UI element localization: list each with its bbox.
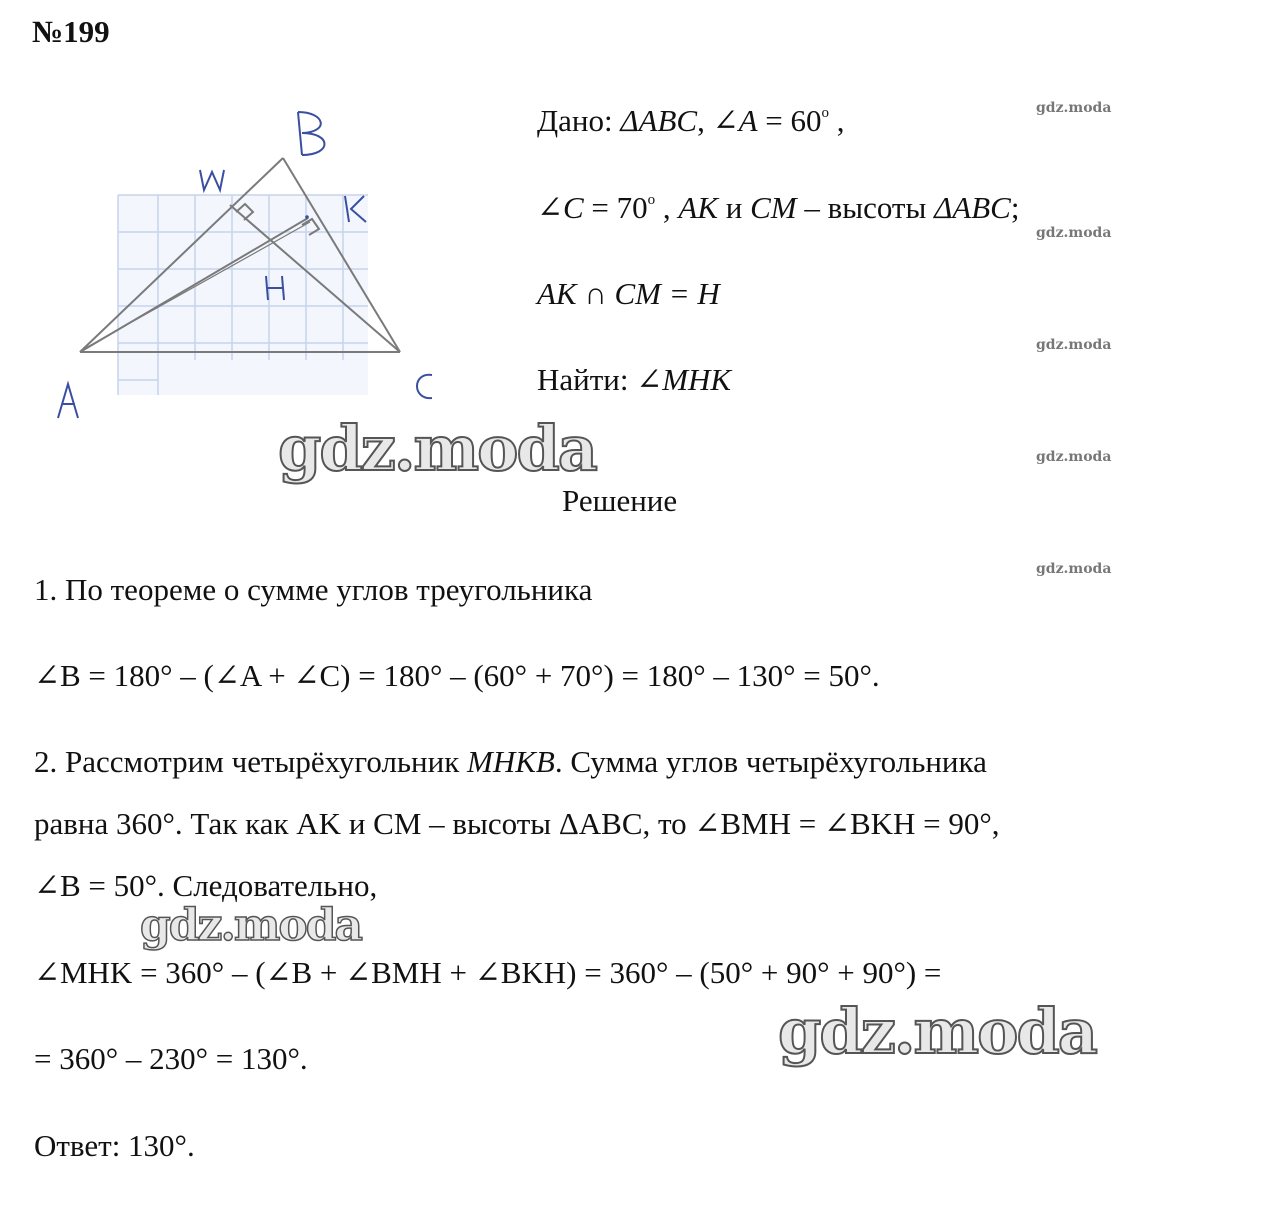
- step-2-line-3: ∠B = 50°. Следовательно,: [34, 868, 378, 903]
- problem-number: №199: [32, 14, 110, 49]
- grid-paper: [118, 195, 368, 395]
- solution-title: Решение: [562, 483, 678, 518]
- step-2-line-4: ∠MHK = 360° – (∠B + ∠BMH + ∠BKH) = 360° – (50° + 90° + 90°) =: [34, 955, 942, 990]
- given-triangle: ΔABC: [934, 190, 1011, 225]
- given-line-1: [537, 103, 845, 139]
- step-1-line-2: ∠B = 180° – (∠A + ∠C) = 180° – (60° + 70°) = 180° – 130° = 50°.: [34, 658, 880, 693]
- watermark-small: gdz.moda: [1036, 100, 1112, 116]
- angle-c-value: = 70: [583, 190, 648, 225]
- watermark-small: gdz.moda: [1036, 225, 1112, 241]
- given-label: Дано:: [537, 103, 621, 138]
- step-2-line-1: [34, 744, 987, 780]
- watermark-small: gdz.moda: [1036, 449, 1112, 465]
- altitude-ak: AK: [678, 190, 719, 225]
- find-line: [537, 362, 731, 398]
- watermark-small: gdz.moda: [1036, 561, 1112, 577]
- answer: Ответ: 130°.: [34, 1128, 195, 1163]
- triangle-figure: [40, 100, 460, 440]
- watermark-big: gdz.moda: [778, 995, 1096, 1068]
- angle-a-value: = 60: [757, 103, 822, 138]
- degree-mark: o: [821, 105, 830, 121]
- given-line-2: [537, 190, 1019, 226]
- line-end: ,: [829, 103, 845, 138]
- given-triangle: ΔABC: [620, 103, 698, 138]
- quadrilateral-name: MHKB: [467, 744, 555, 779]
- triangle-drawing: [40, 100, 460, 440]
- angle-a: ∠A: [712, 103, 758, 138]
- find-angle: ∠MHK: [636, 362, 732, 397]
- given-line-3: AK ∩ CM = H: [537, 276, 720, 311]
- watermark-big: gdz.moda: [278, 412, 596, 485]
- step-2-text-end: . Сумма углов четырёхугольника: [554, 744, 987, 779]
- find-label: Найти:: [537, 362, 637, 397]
- altitude-cm: CM: [750, 190, 797, 225]
- step-1-line-1: 1. По теореме о сумме углов треугольника: [34, 572, 593, 607]
- step-2-line-2: равна 360°. Так как AK и CM – высоты ΔABC, то ∠BMH = ∠BKH = 90°,: [34, 806, 1000, 841]
- watermark-big: gdz.moda: [140, 900, 362, 951]
- separator: ,: [655, 190, 679, 225]
- degree-mark: o: [647, 192, 656, 208]
- step-2-text: 2. Рассмотрим четырёхугольник: [34, 744, 468, 779]
- line-end: ;: [1010, 190, 1020, 225]
- separator: ,: [697, 103, 713, 138]
- altitudes-text: – высоты: [796, 190, 935, 225]
- angle-c: ∠C: [537, 190, 584, 225]
- watermark-small: gdz.moda: [1036, 337, 1112, 353]
- conjunction: и: [718, 190, 751, 225]
- step-2-line-5: = 360° – 230° = 130°.: [34, 1041, 308, 1076]
